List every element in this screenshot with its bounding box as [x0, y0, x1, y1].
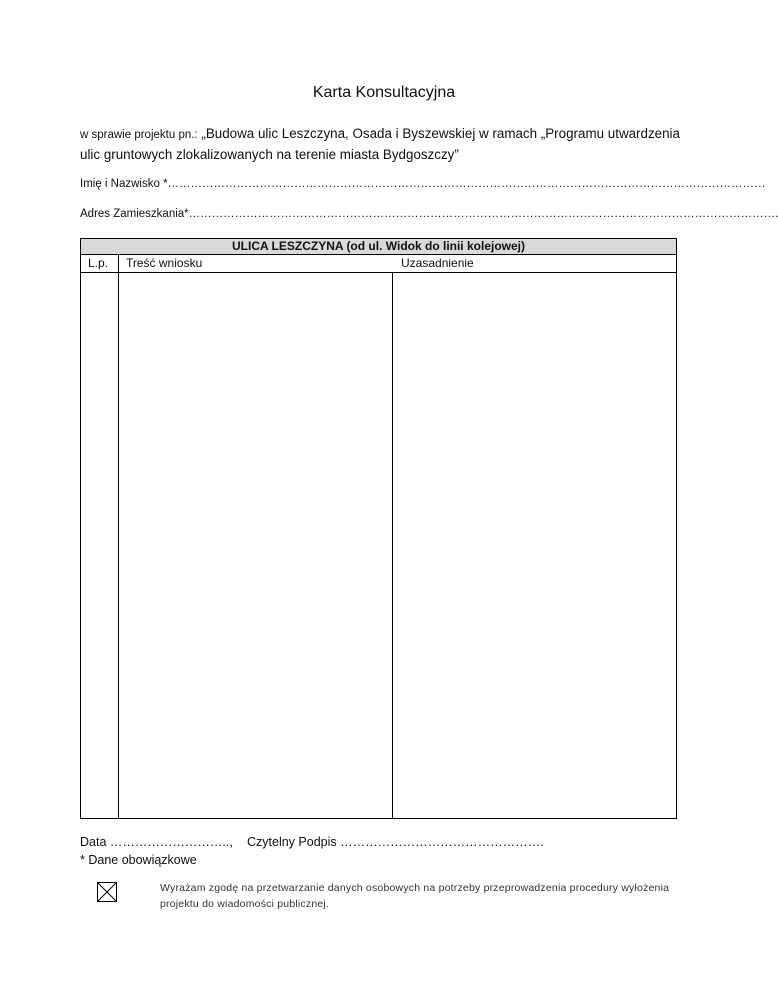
- column-divider-lp: [118, 255, 119, 818]
- consent-checkbox[interactable]: [97, 882, 117, 902]
- subject-prefix: w sprawie projektu pn.:: [80, 129, 198, 141]
- address-field[interactable]: Adres Zamieszkania*……………………………………………………………………………………………………………………………………….: [80, 208, 778, 220]
- subject-paragraph: [80, 124, 680, 165]
- subject-text: „Budowa ulic Leszczyna, Osada i Byszewskiej w ramach „Programu utwardzenia ulic gruntowych zlokalizowanych na terenie miasta Bydgoszczy”: [80, 126, 680, 162]
- signature-field[interactable]: Czytelny Podpis ………………………………………….: [247, 835, 544, 849]
- name-field[interactable]: Imię i Nazwisko *…………………………………………………………………………………………………………………………………………: [80, 178, 766, 190]
- column-reason-label: Uzasadnienie: [401, 256, 474, 270]
- required-note: * Dane obowiązkowe: [80, 853, 197, 867]
- column-headers: [81, 255, 676, 272]
- column-lp-label: L.p.: [88, 256, 109, 270]
- page-title: Karta Konsultacyjna: [312, 84, 456, 101]
- consent-text: Wyrażam zgodę na przetwarzanie danych osobowych na potrzeby przeprowadzenia procedury wyłożenia projektu do wiadomości publicznej.: [160, 882, 670, 910]
- column-divider-content: [392, 272, 393, 818]
- column-content-label: Treść wniosku: [126, 256, 203, 270]
- consultation-table: [80, 238, 677, 819]
- header-divider: [81, 272, 676, 273]
- table-header: ULICA LESZCZYNA (od ul. Widok do linii kolejowej): [81, 239, 676, 255]
- checkbox-checked-icon: [97, 882, 117, 902]
- date-field[interactable]: Data ………………………..,: [80, 835, 233, 849]
